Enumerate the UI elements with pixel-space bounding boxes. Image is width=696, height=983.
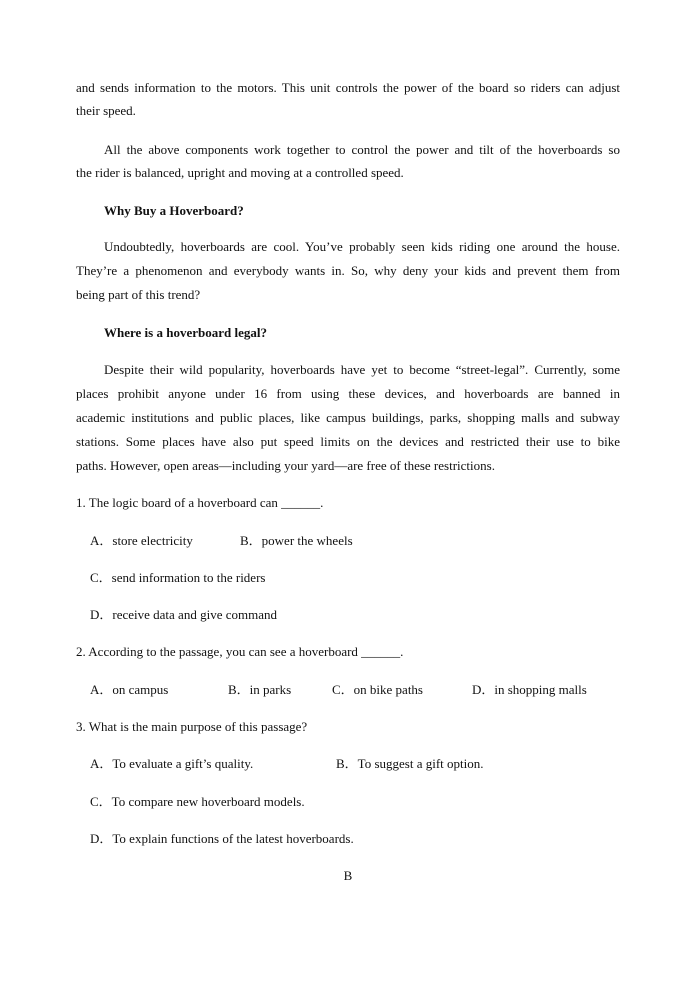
question-stem: 1. The logic board of a hoverboard can ______.	[76, 495, 324, 510]
answer-option: C．To compare new hoverboard models.	[90, 794, 305, 809]
paragraph-line: the rider is balanced, upright and moving at a controlled speed.	[76, 165, 404, 180]
answer-option: B．in parks	[228, 682, 292, 697]
answer-option: D．receive data and give command	[90, 607, 277, 622]
section-heading: Where is a hoverboard legal?	[104, 325, 267, 340]
answer-option: A．on campus	[90, 682, 169, 697]
section-heading: Why Buy a Hoverboard?	[104, 203, 244, 218]
paragraph-line: Despite their wild popularity, hoverboards have yet to become “street-legal”. Currently, some	[104, 362, 620, 377]
paragraph-line: stations. Some places have also put speed limits on the devices and restricted their use to bike	[76, 434, 620, 449]
paragraph-line: They’re a phenomenon and everybody wants in. So, why deny your kids and prevent them from	[76, 263, 620, 278]
answer-option: A．To evaluate a gift’s quality.	[90, 756, 254, 771]
paragraph-line: All the above components work together to control the power and tilt of the hoverboards so	[104, 142, 620, 157]
paragraph-line: academic institutions and public places, like campus buildings, parks, shopping malls and subway	[76, 410, 620, 425]
answer-option: C．send information to the riders	[90, 570, 266, 585]
paragraph-line: Undoubtedly, hoverboards are cool. You’ve probably seen kids riding one around the house.	[104, 239, 620, 254]
paragraph-line: being part of this trend?	[76, 287, 201, 302]
answer-option: D．in shopping malls	[472, 682, 587, 697]
paragraph-line: their speed.	[76, 103, 136, 118]
answer-option: A．store electricity	[90, 533, 193, 548]
question-stem: 2. According to the passage, you can see a hoverboard ______.	[76, 644, 404, 659]
section-label: B	[343, 868, 353, 883]
paragraph-line: places prohibit anyone under 16 from using these devices, and hoverboards are banned in	[76, 386, 620, 401]
answer-option: D．To explain functions of the latest hoverboards.	[90, 831, 354, 846]
paragraph-line: paths. However, open areas—including your yard—are free of these restrictions.	[76, 458, 495, 473]
question-stem: 3. What is the main purpose of this passage?	[76, 719, 308, 734]
answer-option: C．on bike paths	[332, 682, 423, 697]
paragraph-line: and sends information to the motors. This unit controls the power of the board so riders can adjust	[76, 80, 620, 95]
answer-option: B．power the wheels	[240, 533, 353, 548]
answer-option: B．To suggest a gift option.	[336, 756, 484, 771]
